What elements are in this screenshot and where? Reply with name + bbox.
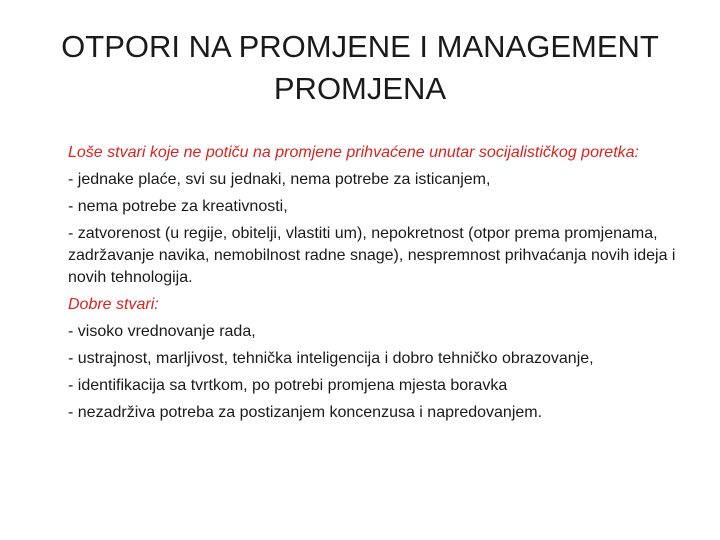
good-thing-item-3: - identifikacija sa tvrtkom, po potrebi promjena mjesta boravka	[68, 377, 508, 394]
slide-body	[68, 142, 678, 429]
bad-thing-item-2: - nema potrebe za kreativnosti,	[68, 198, 288, 215]
slide-title	[40, 26, 680, 110]
good-things-heading: Dobre stvari:	[68, 296, 159, 313]
slide-title-line-2: PROMJENA	[273, 71, 447, 106]
bad-things-heading: Loše stvari koje ne potiču na promjene prihvaćene unutar socijalističkog poretka:	[68, 144, 639, 161]
good-thing-item-2: - ustrajnost, marljivost, tehnička inteligencija i dobro tehničko obrazovanje,	[68, 350, 594, 367]
good-thing-item-4: - nezadrživa potreba za postizanjem koncenzusa i napredovanjem.	[68, 404, 543, 421]
bad-thing-item-1: - jednake plaće, svi su jednaki, nema potrebe za isticanjem,	[68, 171, 491, 188]
slide-title-line-1: OTPORI NA PROMJENE I MANAGEMENT	[61, 29, 659, 64]
bad-thing-item-3: - zatvorenost (u regije, obitelji, vlastiti um), nepokretnost (otpor prema promjenama, zadržavanje navika, nemobilnost radne snage), nespremnost prihvaćanja novih ideja i novih tehnologija.	[68, 225, 676, 286]
good-thing-item-1: - visoko vrednovanje rada,	[68, 323, 256, 340]
